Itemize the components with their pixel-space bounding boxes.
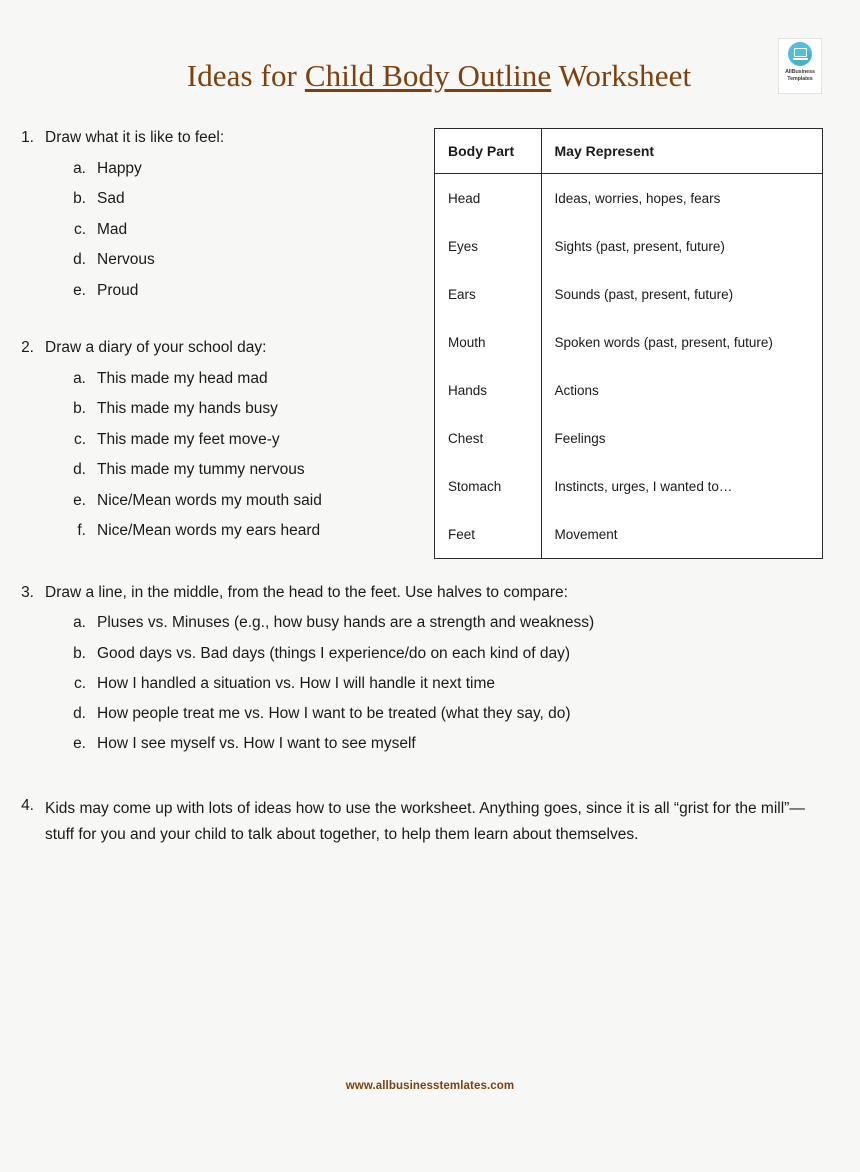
cell-body-part: Chest bbox=[435, 414, 541, 462]
list-item bbox=[0, 674, 800, 704]
list-marker: e. bbox=[73, 491, 86, 509]
list-item-label: This made my feet move-y bbox=[97, 430, 280, 448]
cell-body-part: Head bbox=[435, 174, 541, 223]
list-marker: d. bbox=[73, 251, 86, 268]
cell-body-part: Mouth bbox=[435, 318, 541, 366]
allbusiness-templates-logo bbox=[778, 38, 822, 94]
list-item bbox=[0, 189, 400, 220]
list-marker: c. bbox=[73, 430, 86, 448]
list-item bbox=[0, 613, 800, 643]
list-item bbox=[0, 430, 420, 461]
list-item bbox=[0, 796, 820, 848]
list-marker: a. bbox=[73, 614, 86, 632]
section-paragraph: Kids may come up with lots of ideas how to use the worksheet. Anything goes, since it is all “grist for the mill”—stuff for you and your child to talk about together, to help them learn about themselves. bbox=[45, 800, 805, 844]
footer-url[interactable]: www.allbusinesstemlates.com bbox=[345, 1080, 515, 1092]
list-item-label: Pluses vs. Minuses (e.g., how busy hands are a strength and weakness) bbox=[97, 614, 595, 632]
list-item bbox=[0, 369, 420, 400]
list-item-label: Good days vs. Bad days (things I experience/do on each kind of day) bbox=[97, 644, 571, 662]
cell-body-part: Stomach bbox=[435, 462, 541, 510]
table-row bbox=[435, 510, 822, 558]
cell-may-represent: Sights (past, present, future) bbox=[554, 238, 725, 254]
logo-text bbox=[785, 69, 815, 83]
page-title-suffix: Worksheet bbox=[551, 58, 692, 93]
cell-body-part: Ears bbox=[435, 270, 541, 318]
list-item bbox=[0, 460, 420, 491]
list-item bbox=[0, 128, 400, 311]
list-marker: b. bbox=[73, 190, 86, 207]
list-item-label: How people treat me vs. How I want to be treated (what they say, do) bbox=[97, 705, 571, 723]
cell-may-represent: Instincts, urges, I wanted to… bbox=[554, 478, 733, 494]
list-item-label: Nice/Mean words my mouth said bbox=[97, 491, 322, 509]
list-item bbox=[0, 704, 800, 734]
cell-body-part: Hands bbox=[435, 366, 541, 414]
section-heading: Draw a line, in the middle, from the head to the feet. Use halves to compare: bbox=[45, 584, 568, 601]
table-row bbox=[435, 222, 822, 270]
list-marker: 3. bbox=[21, 584, 34, 601]
list-marker: d. bbox=[73, 461, 86, 478]
list-item-label: Nice/Mean words my ears heard bbox=[97, 522, 321, 539]
list-item bbox=[0, 281, 400, 312]
cell-may-represent: Ideas, worries, hopes, fears bbox=[554, 190, 721, 206]
list-item-label: Sad bbox=[97, 190, 125, 207]
list-item bbox=[0, 250, 400, 281]
section-heading: Draw a diary of your school day: bbox=[45, 339, 267, 356]
list-item bbox=[0, 220, 400, 251]
column-header-may-represent: May Represent bbox=[541, 129, 822, 174]
list-marker: b. bbox=[73, 400, 86, 417]
list-marker: a. bbox=[73, 369, 86, 387]
list-marker: e. bbox=[73, 281, 86, 299]
table-header-row bbox=[435, 129, 822, 174]
logo-text-line2: Templates bbox=[787, 76, 813, 82]
table-row bbox=[435, 366, 822, 414]
list-item bbox=[0, 521, 420, 552]
section-1 bbox=[0, 128, 400, 311]
cell-may-represent: Sounds (past, present, future) bbox=[554, 286, 734, 302]
cell-may-represent: Actions bbox=[554, 382, 599, 398]
cell-may-represent: Movement bbox=[554, 526, 618, 542]
page-title bbox=[0, 58, 860, 94]
list-item-label: This made my tummy nervous bbox=[97, 461, 305, 478]
list-item bbox=[0, 159, 400, 190]
list-marker: c. bbox=[73, 674, 86, 692]
cell-body-part: Feet bbox=[435, 510, 541, 558]
table-row bbox=[435, 318, 822, 366]
cell-may-represent: Spoken words (past, present, future) bbox=[554, 334, 773, 350]
table-row bbox=[435, 270, 822, 318]
table-row bbox=[435, 414, 822, 462]
list-item bbox=[0, 583, 800, 765]
list-item-label: Mad bbox=[97, 220, 128, 238]
cell-body-part: Eyes bbox=[435, 222, 541, 270]
section-3 bbox=[0, 583, 800, 765]
laptop-icon bbox=[788, 42, 812, 66]
list-item-label: How I handled a situation vs. How I will handle it next time bbox=[97, 674, 496, 692]
list-marker: 4. bbox=[21, 797, 34, 814]
section-4 bbox=[0, 796, 820, 848]
list-marker: f. bbox=[77, 522, 86, 539]
column-header-body-part: Body Part bbox=[435, 129, 541, 174]
list-marker: d. bbox=[73, 705, 86, 723]
list-item bbox=[0, 734, 800, 764]
list-item-label: This made my hands busy bbox=[97, 400, 278, 417]
table-row bbox=[435, 174, 822, 223]
list-item bbox=[0, 338, 420, 552]
list-marker: b. bbox=[73, 644, 86, 662]
page-header bbox=[0, 0, 860, 110]
list-item-label: How I see myself vs. How I want to see myself bbox=[97, 735, 416, 753]
list-item bbox=[0, 644, 800, 674]
page-title-prefix: Ideas for bbox=[186, 58, 305, 93]
body-part-table bbox=[434, 128, 823, 559]
list-marker: 2. bbox=[21, 339, 34, 356]
list-item-label: Nervous bbox=[97, 251, 155, 268]
list-marker: c. bbox=[73, 220, 86, 238]
table-row bbox=[435, 462, 822, 510]
list-item-label: Proud bbox=[97, 281, 139, 299]
list-item-label: This made my head mad bbox=[97, 369, 268, 387]
list-marker: a. bbox=[73, 159, 86, 177]
list-marker: 1. bbox=[21, 129, 34, 146]
list-item-label: Happy bbox=[97, 159, 142, 177]
logo-text-line1: AllBusiness bbox=[785, 69, 815, 75]
list-item bbox=[0, 399, 420, 430]
cell-may-represent: Feelings bbox=[554, 430, 606, 446]
list-marker: e. bbox=[73, 735, 86, 753]
list-item bbox=[0, 491, 420, 522]
section-2 bbox=[0, 338, 420, 552]
page-title-underlined: Child Body Outline bbox=[304, 58, 552, 93]
section-heading: Draw what it is like to feel: bbox=[45, 129, 225, 146]
